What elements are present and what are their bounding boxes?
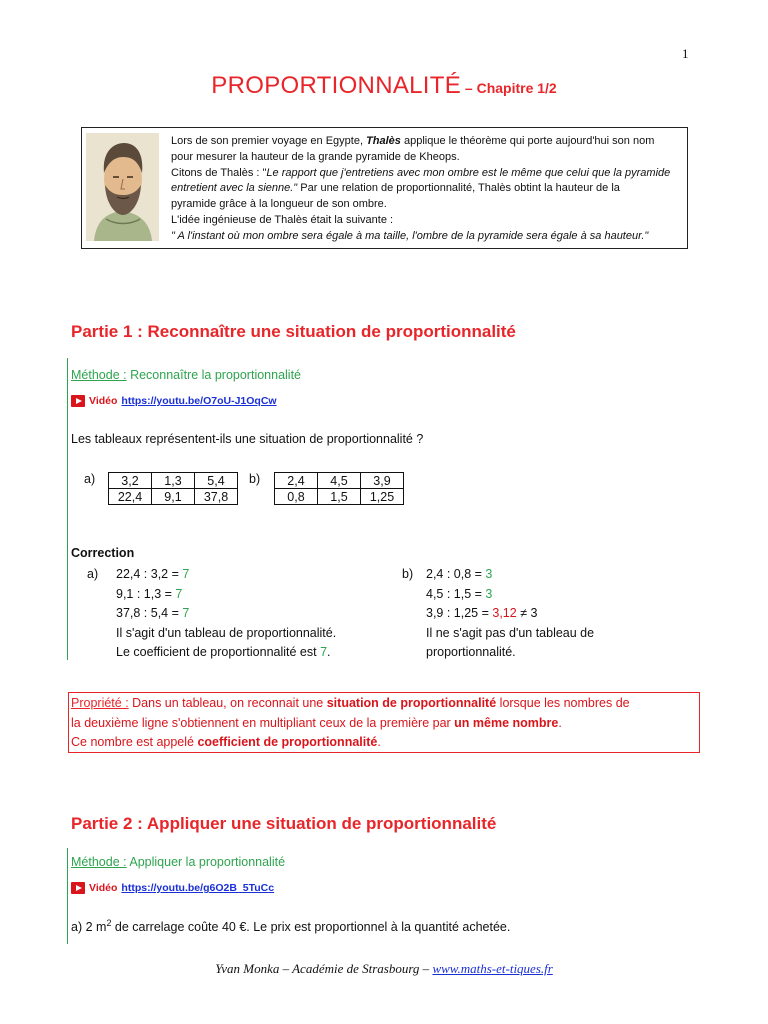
table-cell: 37,8 — [195, 489, 238, 505]
exercise-a-text: de carrelage coûte 40 €. Le prix est proportionnel à la quantité achetée. — [111, 920, 511, 935]
methode1-label: Méthode : — [71, 368, 127, 382]
intro-line: pour mesurer la hauteur de la grande pyramide de Kheops. — [171, 150, 460, 163]
corr-a-calc: 37,8 : 5,4 = — [116, 606, 183, 620]
table-row — [275, 489, 404, 505]
table-cell: 4,5 — [318, 473, 361, 489]
corr-a-label: a) — [87, 567, 99, 581]
propriete-emphasis: un même nombre — [454, 715, 559, 730]
intro-line: Par une relation de proportionnalité, Thalès obtint la hauteur de la — [297, 182, 620, 195]
corr-b-calc: 4,5 : 1,5 = — [426, 586, 486, 601]
intro-line: Lors de son premier voyage en Egypte, — [171, 135, 367, 147]
correction-b — [426, 565, 594, 663]
title-main: PROPORTIONNALITÉ — [211, 72, 462, 99]
corr-b-result: 3 — [485, 586, 493, 601]
intro-box — [81, 127, 688, 249]
corr-b-result-different: 3,12 — [492, 606, 517, 620]
play-icon[interactable] — [71, 395, 85, 407]
table-row — [109, 473, 238, 489]
table-a — [108, 472, 238, 505]
corr-a-result: 7 — [182, 567, 190, 581]
exercise-a-exponent: 2 — [106, 918, 112, 928]
table-cell: 22,4 — [109, 489, 152, 505]
footer-author: Yvan Monka – Académie de Strasbourg – — [215, 961, 433, 976]
corr-b-conclusion: Il ne s'agit pas d'un tableau de — [426, 625, 595, 640]
intro-thales-name: Thalès — [366, 135, 401, 147]
intro-quote: " A l'instant où mon ombre sera égale à ma taille, l'ombre de la pyramide sera égale à sa hauteur." — [171, 229, 649, 242]
table-row — [109, 489, 238, 505]
question: Les tableaux représentent-ils une situation de proportionnalité ? — [71, 432, 424, 446]
video1-link[interactable]: https://youtu.be/O7oU-J1OqCw — [121, 395, 277, 407]
corr-a-conclusion: Le coefficient de proportionnalité est — [116, 645, 321, 659]
table-b — [274, 472, 404, 505]
table-cell: 1,25 — [361, 489, 404, 505]
intro-line: L'idée ingénieuse de Thalès était la suivante : — [171, 213, 394, 226]
video2-row — [71, 882, 274, 894]
exercise-a-text: a) 2 m — [71, 920, 107, 935]
table-cell: 3,9 — [361, 473, 404, 489]
footer — [0, 961, 768, 977]
thales-portrait-image — [86, 133, 159, 241]
methode2-text: Appliquer la proportionnalité — [126, 855, 286, 869]
intro-quote: Le rapport que j'entretiens avec mon ombre est le même que celui que la pyramide — [266, 166, 671, 179]
propriete-text: lorsque les nombres de — [496, 696, 630, 710]
corr-b-conclusion: proportionnalité. — [426, 645, 516, 659]
propriete-text: Ce nombre est appelé — [71, 735, 198, 749]
intro-text — [171, 134, 686, 245]
table-row — [275, 473, 404, 489]
video2-label: Vidéo — [89, 882, 118, 894]
intro-line: applique le théorème qui porte aujourd'hui son nom — [400, 135, 655, 147]
table-a-label: a) — [84, 472, 96, 486]
corr-b-label: b) — [402, 567, 414, 581]
corr-a-calc: 9,1 : 1,3 = — [116, 586, 176, 601]
intro-quote: entretient avec la sienne." — [171, 182, 298, 195]
propriete-text: Dans un tableau, on reconnait une — [128, 696, 327, 710]
methode2-label: Méthode : — [71, 855, 127, 869]
propriete-text: la deuxième ligne s'obtiennent en multipliant ceux de la première par — [71, 715, 455, 730]
methode2-margin-line — [67, 848, 68, 944]
correction-title: Correction — [71, 546, 135, 560]
methode1-text: Reconnaître la proportionnalité — [126, 368, 302, 382]
corr-b-calc: 3,9 : 1,25 = — [426, 606, 493, 620]
corr-a-calc: 22,4 : 3,2 = — [116, 567, 183, 581]
partie2-heading: Partie 2 : Appliquer une situation de proportionnalité — [71, 814, 497, 833]
propriete-label: Propriété : — [71, 696, 129, 710]
exercise-a — [71, 918, 510, 934]
methode2 — [71, 855, 285, 869]
video1-label: Vidéo — [89, 395, 118, 407]
video1-row — [71, 395, 277, 407]
footer-website-link[interactable]: www.maths-et-tiques.fr — [432, 961, 553, 976]
video2-link[interactable]: https://youtu.be/g6O2B_5TuCc — [121, 882, 275, 894]
propriete-text: . — [377, 735, 381, 749]
propriete-emphasis: coefficient de proportionnalité — [197, 735, 378, 749]
corr-b-result: 3 — [485, 567, 493, 581]
corr-b-not-equal: ≠ 3 — [516, 606, 538, 620]
punctuation: . — [327, 645, 331, 659]
table-cell: 9,1 — [152, 489, 195, 505]
corr-a-coefficient: 7 — [320, 645, 328, 659]
propriete-text: . — [558, 715, 562, 730]
table-cell: 0,8 — [275, 489, 318, 505]
page-title — [0, 72, 768, 100]
corr-a-conclusion: Il s'agit d'un tableau de proportionnalité. — [116, 625, 337, 640]
table-cell: 1,5 — [318, 489, 361, 505]
propriete-emphasis: situation de proportionnalité — [326, 696, 497, 710]
page-number: 1 — [682, 46, 689, 61]
intro-line: Citons de Thalès : " — [171, 166, 267, 179]
table-cell: 5,4 — [195, 473, 238, 489]
table-cell: 2,4 — [275, 473, 318, 489]
title-chapter: – Chapitre 1/2 — [461, 80, 557, 96]
methode1 — [71, 368, 301, 382]
methode1-margin-line — [67, 358, 68, 660]
correction-a — [116, 565, 336, 663]
table-cell: 1,3 — [152, 473, 195, 489]
table-cell: 3,2 — [109, 473, 152, 489]
propriete-box — [68, 692, 700, 753]
partie1-heading: Partie 1 : Reconnaître une situation de proportionnalité — [71, 322, 516, 341]
corr-b-calc: 2,4 : 0,8 = — [426, 567, 486, 581]
corr-a-result: 7 — [182, 606, 190, 620]
table-b-label: b) — [249, 472, 261, 486]
play-icon[interactable] — [71, 882, 85, 894]
intro-line: pyramide grâce à la longueur de son ombre. — [171, 198, 387, 211]
corr-a-result: 7 — [175, 586, 183, 601]
